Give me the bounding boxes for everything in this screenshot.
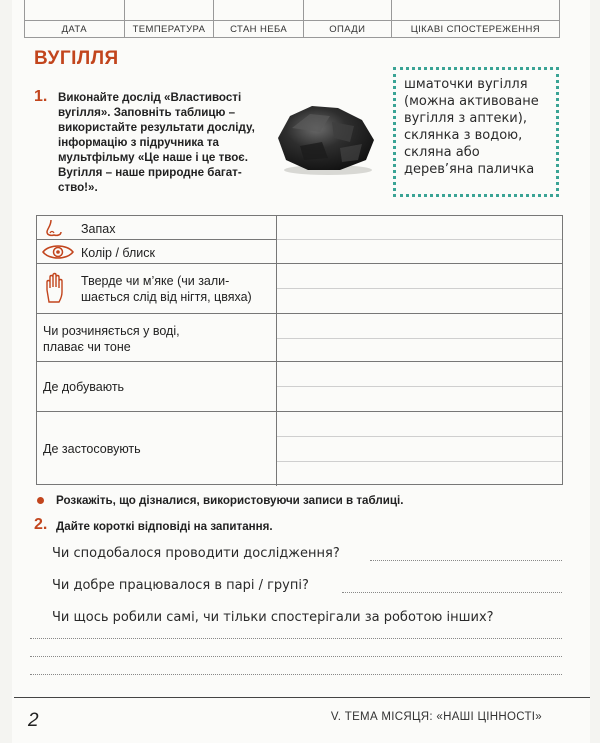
column-precipitation: ОПАДИ: [304, 0, 392, 37]
table-row: Тверде чи м’яке (чи зали- шається слід від нігтя, цвяха): [37, 264, 562, 314]
answer-line-5[interactable]: [30, 674, 562, 675]
footer-divider: [14, 697, 590, 698]
question-2: Чи добре працювалося в парі / групі?: [52, 578, 309, 593]
column-observations: ЦІКАВІ СПОСТЕРЕЖЕННЯ: [392, 0, 559, 37]
page-number: 2: [28, 710, 39, 731]
table-row: Де добувають: [37, 362, 562, 412]
table-row: Запах: [37, 216, 562, 240]
task2-number: 2.: [34, 516, 48, 533]
answer-line-1[interactable]: [370, 560, 562, 561]
table-row: Де застосовують: [37, 412, 562, 486]
question-1: Чи сподобалося проводити дослідження?: [52, 546, 340, 561]
column-date: ДАТА: [25, 0, 125, 37]
properties-table: [36, 215, 563, 485]
weather-observation-table: [24, 0, 560, 38]
task2-instruction: Дайте короткі відповіді на запитання.: [56, 520, 273, 533]
nose-icon: [43, 218, 65, 238]
task1-instruction: Виконайте дослід «Властивості вугілля». Заповніть таблицю – використайте результати досліду, інформацію з підручника та мультфільму «Це наше і це твоє. Вугілля – наше природне багат- ство!».: [58, 91, 255, 194]
section-title: ВУГІЛЛЯ: [34, 48, 119, 69]
eye-icon: [41, 242, 75, 262]
table-row: Колір / блиск: [37, 240, 562, 264]
column-sky: СТАН НЕБА: [214, 0, 304, 37]
table-row: Чи розчиняється у воді, плаває чи тоне: [37, 314, 562, 362]
chapter-title: V. ТЕМА МІСЯЦЯ: «НАШІ ЦІННОСТІ»: [330, 711, 542, 723]
answer-line-2[interactable]: [342, 592, 562, 593]
answer-line-3[interactable]: [30, 638, 562, 639]
materials-box: шматочки вугілля (можна активоване вугілля з аптеки), склянка з водою, скляна або дерев’яна паличка: [393, 67, 559, 197]
bullet-marker: [37, 497, 44, 504]
column-temperature: ТЕМПЕРАТУРА: [125, 0, 215, 37]
answer-line-4[interactable]: [30, 656, 562, 657]
task1-number: 1.: [34, 88, 48, 105]
bullet-instruction: Розкажіть, що дізналися, використовуючи записи в таблиці.: [56, 494, 404, 507]
hand-icon: [43, 272, 67, 304]
coal-image: [270, 98, 380, 178]
question-3: Чи щось робили самі, чи тільки спостерігали за роботою інших?: [52, 610, 494, 625]
